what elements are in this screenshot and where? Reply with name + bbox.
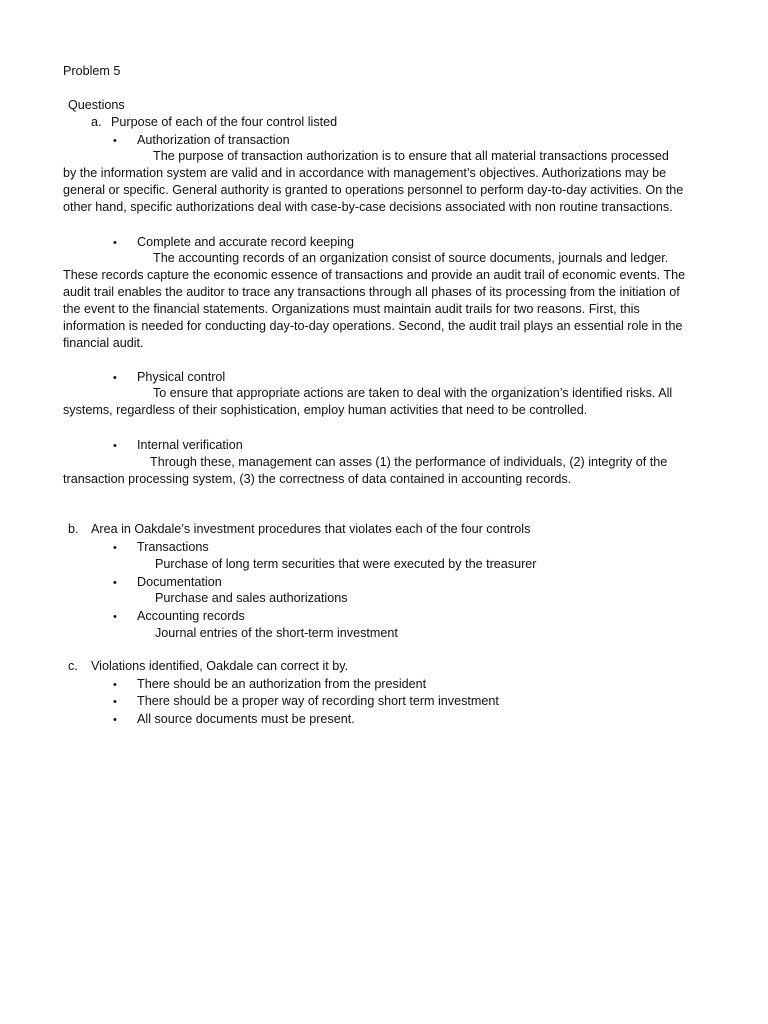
section-a-heading: Purpose of each of the four control listed <box>111 115 338 129</box>
item-title: Documentation <box>137 575 222 589</box>
bullet-icon <box>113 540 121 557</box>
item-detail: Purchase of long term securities that were executed by the treasurer <box>155 557 537 571</box>
bullet-icon <box>113 370 121 387</box>
section-c-heading: Violations identified, Oakdale can correct it by. <box>91 659 349 673</box>
item-detail: Purchase and sales authorizations <box>155 591 348 605</box>
item-title: Accounting records <box>137 609 245 623</box>
item-detail: Journal entries of the short-term investment <box>155 626 398 640</box>
questions-label: Questions <box>68 98 125 112</box>
item-paragraph: transaction processing system, (3) the correctness of data contained in accounting records. <box>63 472 572 486</box>
list-item: There should be an authorization from the president <box>137 677 427 691</box>
section-c-label: c. <box>68 659 78 673</box>
bullet-icon <box>113 712 121 729</box>
bullet-icon <box>113 235 121 252</box>
document-title: Problem 5 <box>63 64 121 78</box>
section-b-label: b. <box>68 522 79 536</box>
section-b-heading: Area in Oakdale’s investment procedures that violates each of the four controls <box>91 522 531 536</box>
bullet-icon <box>113 694 121 711</box>
list-item: All source documents must be present. <box>137 712 355 726</box>
item-title: Internal verification <box>137 438 243 452</box>
item-first-line: The accounting records of an organization consist of source documents, journals and ledger. <box>153 251 669 265</box>
item-title: Transactions <box>137 540 209 554</box>
section-a-label: a. <box>91 115 102 129</box>
bullet-icon <box>113 133 121 150</box>
item-first-line: Through these, management can asses (1) the performance of individuals, (2) integrity of the <box>150 455 668 469</box>
bullet-icon <box>113 438 121 455</box>
item-first-line: The purpose of transaction authorization is to ensure that all material transactions processed <box>153 149 669 163</box>
bullet-icon <box>113 575 121 592</box>
bullet-icon <box>113 609 121 626</box>
list-item: There should be a proper way of recording short term investment <box>137 694 499 708</box>
item-title: Physical control <box>137 370 226 384</box>
item-title: Complete and accurate record keeping <box>137 235 355 249</box>
item-paragraph: systems, regardless of their sophistication, employ human activities that need to be controlled. <box>63 403 588 417</box>
item-title: Authorization of transaction <box>137 133 290 147</box>
bullet-icon <box>113 677 121 694</box>
item-first-line: To ensure that appropriate actions are taken to deal with the organization’s identified risks. All <box>153 386 673 400</box>
item-paragraph: by the information system are valid and in accordance with management’s objectives. Authorizations may be general or specific. General authority is granted to operations personnel to perform day-to-day activities. On the other hand, specific authorizations deal with case-by-case decisions associated with non routine transactions. <box>63 166 684 214</box>
item-paragraph: These records capture the economic essence of transactions and provide an audit trail of economic events. The audit trail enables the auditor to trace any transactions through all phases of its processing from the initiation of the event to the financial statements. Organizations must maintain audit trails for two reasons. First, this information is needed for conducting day-to-day operations. Second, the audit trail plays an essential role in the financial audit. <box>63 268 686 350</box>
